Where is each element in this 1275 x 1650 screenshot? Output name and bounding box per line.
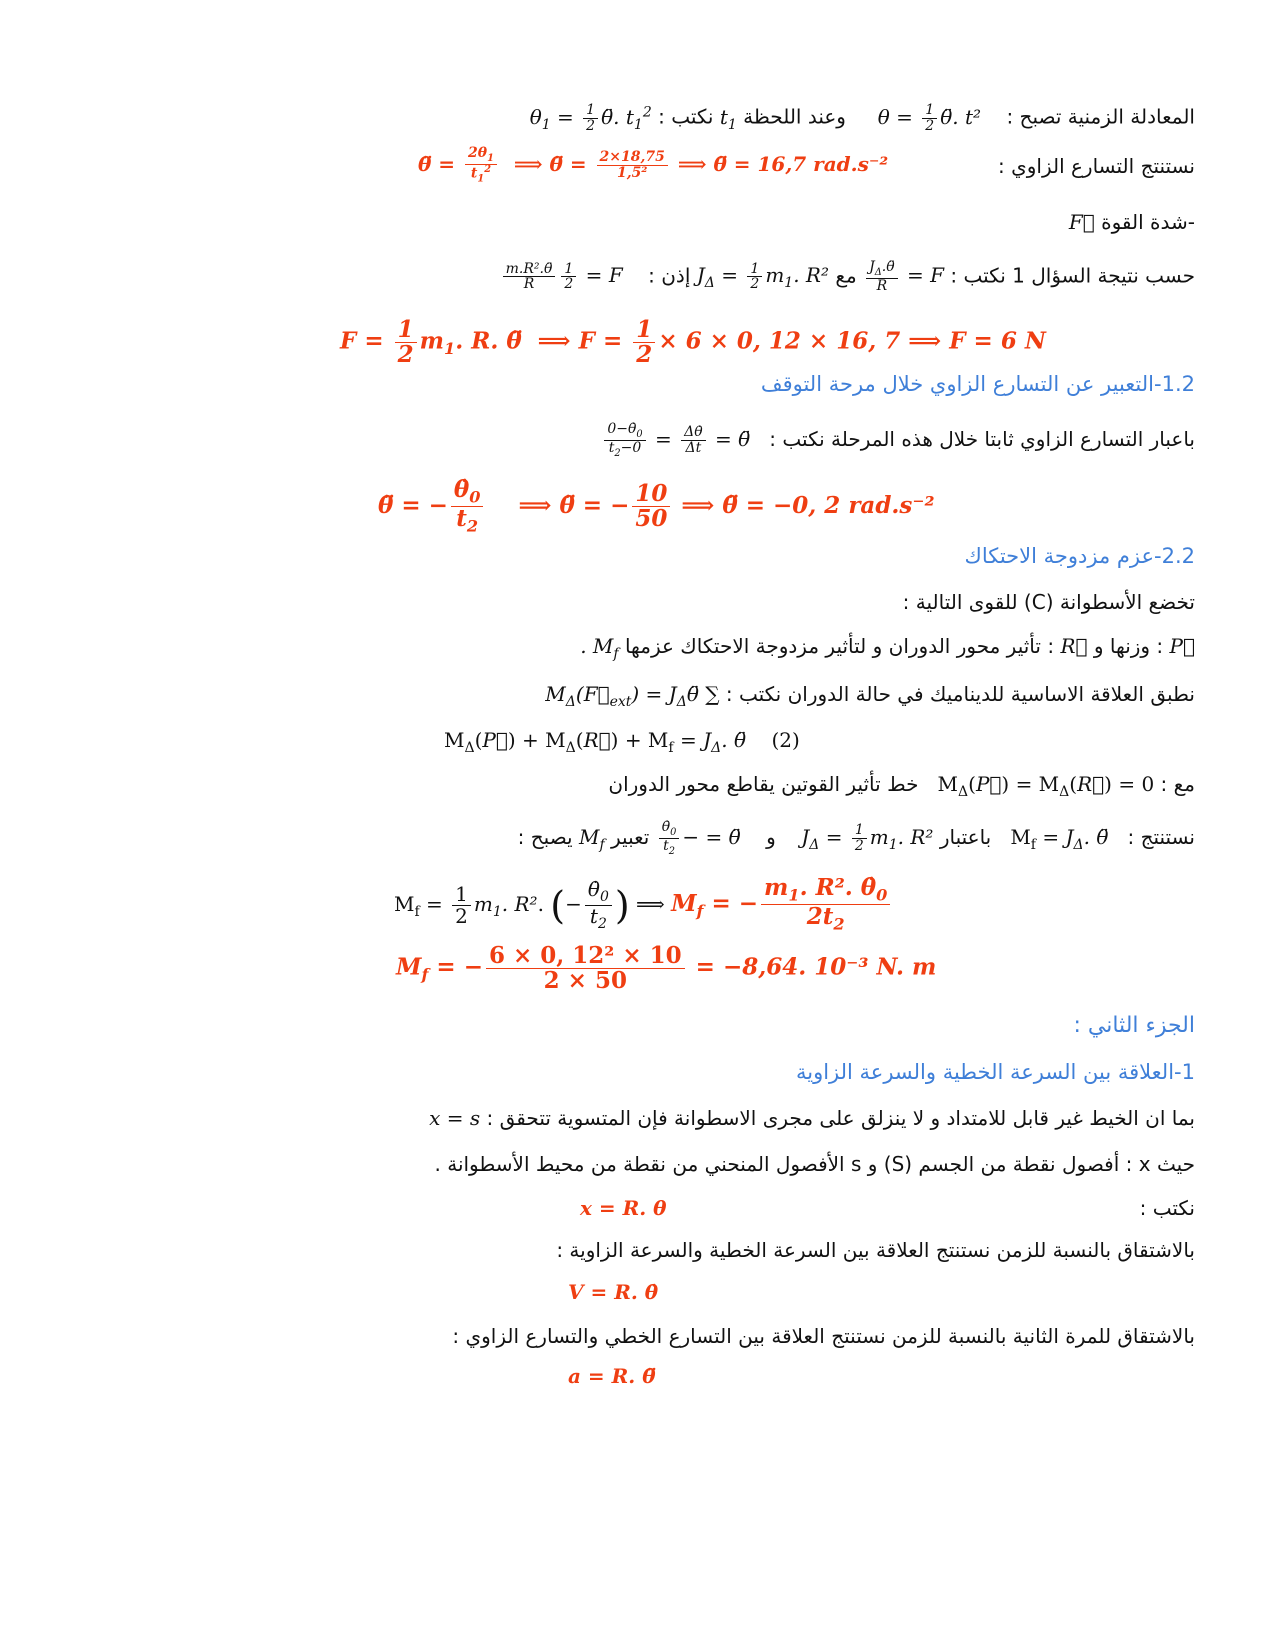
force-magnitude-label: -شدة القوة xyxy=(1101,210,1195,234)
section-1-heading: 1-العلاقة بين السرعة الخطية والسرعة الزاوية xyxy=(795,1060,1195,1084)
friction-moment-derivation: $M_f$ = $\frac{1}{2}$ $m_1$. R². (− $\frac{\thetȧ_0}{t_2}$ ) ⟹ $M_f$ = − $\frac{m_1. R^2. \thetȧ_0}{2t_2}$ xyxy=(394,876,893,934)
inextensible-thread-line xyxy=(429,1104,1195,1132)
we-write-label: نكتب : xyxy=(658,104,714,129)
force-formula: F = $\frac{J_\Delta.\thetä}{R}$ xyxy=(863,263,944,287)
dynamics-law-line xyxy=(545,680,1195,716)
x-equals-s: x = s xyxy=(429,1106,481,1130)
friction-moment-symbol-2: $M_f$ xyxy=(578,825,605,854)
we-deduce-label: نستنتج : xyxy=(1127,825,1195,850)
force-result: F = $\frac{1}{2}$ $m_1$. R. θ̈ ⟹ F = $\frac{1}{2}$ × 6 × 0, 12 × 16, 7 ⟹ F = 6 N xyxy=(340,316,1046,369)
constant-acceleration-label: باعبار التسارع الزاوي ثابتا خلال هذه المرحلة نكتب : xyxy=(769,427,1195,452)
reaction-label: : تأثير محور الدوران و لتأثير مزدوجة الاحتكاك عزمها xyxy=(624,634,1055,658)
we-write-line: نكتب : xyxy=(1139,1196,1195,1220)
section-2-2-heading: 2.2-عزم مزدوجة الاحتكاك xyxy=(964,544,1195,568)
theta1-equation: $\theta_1$ = $\frac{1}{2}$ θ̈. $t_1^2$ xyxy=(529,101,652,134)
becomes-label: يصبح : xyxy=(517,825,573,850)
considering-label: باعتبار xyxy=(939,825,992,850)
reaction-vector-symbol: R⃗ xyxy=(1060,634,1088,658)
stop-acceleration-result: θ̈ = − $\frac{\thetȧ_0}{t_2}$ ⟹ θ̈ = − $\frac{10}{50}$ ⟹ θ̈ = −0, 2 rad.s⁻² xyxy=(378,476,935,537)
axis-intersect-label: خط تأثير القوتين يقاطع محور الدوران xyxy=(608,772,919,796)
zero-moments-formula: $M_\Delta(P⃗)$ = $M_\Delta(R⃗) = 0$ xyxy=(937,772,1155,800)
angular-acceleration-label: نستنتج التسارع الزاوي : xyxy=(997,154,1195,178)
force-derivation-line xyxy=(500,260,1195,297)
instant-label: وعند اللحظة xyxy=(743,104,846,129)
abscissa-definition-line: حيث x : أفصول نقطة من الجسم (S) و s الأفصول المنحني من نقطة من محيط الأسطوانة . xyxy=(434,1152,1195,1176)
and-label: و xyxy=(766,825,776,850)
friction-inertia-formula: $M_f = J_\Delta$. θ̈ xyxy=(1010,825,1109,854)
force-substituted: F = $\frac{1}{2}$ $\frac{\text{m.R².θ̈}}{R}$ xyxy=(500,263,623,287)
position-relation: x = R. θ xyxy=(580,1196,667,1220)
acceleration-derivation-line: بالاشتقاق للمرة الثانية بالنسبة للزمن نستنتج العلاقة بين التسارع الخطي والتسارع الزاوي : xyxy=(452,1324,1195,1348)
with-label: مع xyxy=(835,263,857,288)
time-equation-label: المعادلة الزمنية تصبح : xyxy=(1006,104,1195,129)
friction-moment-symbol: $M_f$ . xyxy=(580,634,619,662)
friction-expression-line xyxy=(518,820,1195,859)
theta-equation: θ = $\frac{1}{2}$ θ̈. t² xyxy=(877,101,982,134)
dynamics-law-label: نطبق العلاقة الاساسية للديناميك في حالة الدوران نكتب : xyxy=(725,682,1195,706)
weight-label: : وزنها و xyxy=(1093,634,1164,658)
friction-moment-result: $M_f$ = − $\frac{\text{6 × 0, 12² × 10}}{2 \times 50}$ = −8,64. 10⁻³ N. m xyxy=(396,942,937,995)
part-two-heading: الجزء الثاني : xyxy=(1073,1013,1195,1038)
inertia-formula: $J_\Delta$ = $\frac{1}{2}$ $m_1$. R² xyxy=(696,260,829,293)
dynamics-law-formula: ∑ $M_\Delta(F⃗_{ext})$ = $J_\Delta\thetä$ xyxy=(545,682,720,710)
weight-vector-symbol: P⃗ xyxy=(1169,634,1195,658)
therefore-label: إذن : xyxy=(648,263,691,288)
zero-moment-line xyxy=(608,770,1195,806)
velocity-derivation-line: بالاشتقاق بالنسبة للزمن نستنتج العلاقة بين السرعة الخطية والسرعة الزاوية : xyxy=(556,1238,1195,1262)
force-vector-symbol: F⃗ xyxy=(1068,210,1095,234)
forces-intro-line: تخضع الأسطوانة (C) للقوى التالية : xyxy=(902,590,1195,614)
moment-sum-equation: $M_\Delta(P⃗)$ + $M_\Delta(R⃗) + M_f = J_\Delta$. θ̈ (2) xyxy=(444,728,800,756)
constant-acceleration-line xyxy=(601,422,1195,459)
velocity-relation: V = R. θ̇ xyxy=(568,1280,659,1304)
time-equation-line xyxy=(530,98,1195,139)
inertia-formula-2: $J_\Delta$ = $\frac{1}{2}$ $m_1$. R² xyxy=(801,822,934,855)
section-1-2-heading: 1.2-التعبير عن التسارع الزاوي خلال مرحة التوقف xyxy=(760,372,1195,396)
expression-label: تعبير xyxy=(611,825,650,850)
force-derivation-label: حسب نتيجة السؤال 1 نكتب : xyxy=(950,263,1195,288)
force-magnitude-heading xyxy=(1069,208,1195,236)
acceleration-definition: θ̈ = $\frac{\Delta\thetȧ}{\Delta t}$ = $\frac{0-\thetȧ_0}{t_2-0}$ xyxy=(601,427,750,451)
angular-acceleration-result: θ̈ = $\frac{2\theta_1}{t_1^2}$ ⟹ θ̈ = $\frac{2\times 18,75}{\text{1,5²}}$ ⟹ θ̈ = 16,7 rad.s⁻² xyxy=(418,145,889,185)
inextensible-thread-label: بما ان الخيط غير قابل للامتداد و لا ينزلق على مجرى الاسطوانة فإن المتسوية تتحقق : xyxy=(486,1106,1195,1130)
angular-acceleration-line xyxy=(998,152,1195,180)
forces-list-line xyxy=(580,632,1195,668)
t1-symbol: $t_1$ xyxy=(719,104,737,133)
acceleration-formula-2: θ̈ = − $\frac{\thetȧ_0}{t_2}$ xyxy=(656,825,741,849)
with-label-2: مع : xyxy=(1160,772,1195,796)
acceleration-relation: a = R. θ̈ xyxy=(568,1364,656,1388)
